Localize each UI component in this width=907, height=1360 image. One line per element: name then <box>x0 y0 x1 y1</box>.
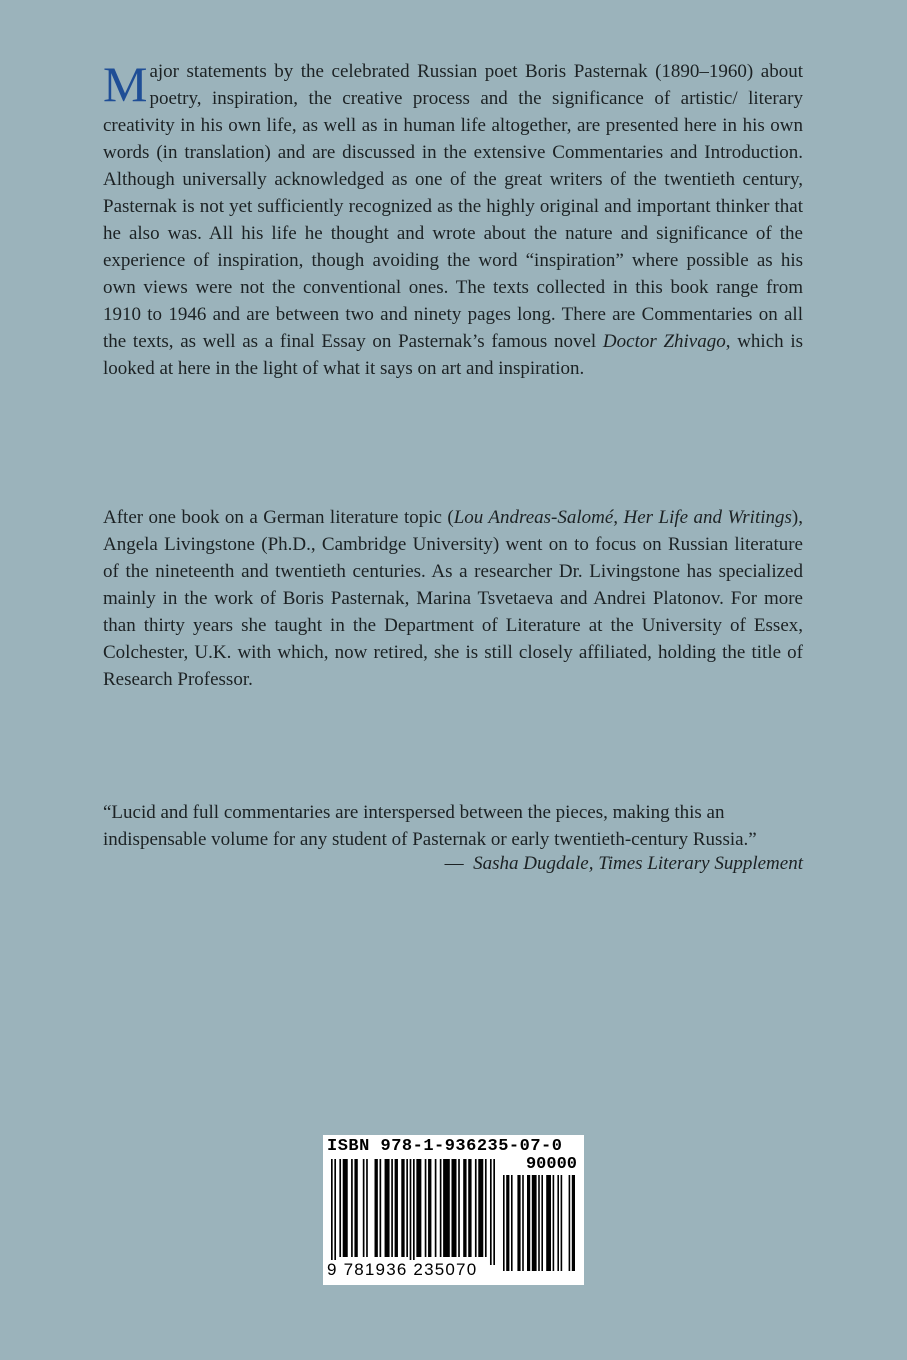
barcode-bar <box>506 1175 509 1271</box>
barcode-bar <box>416 1159 421 1257</box>
novel-title: Doctor Zhivago <box>602 331 726 352</box>
review-quote: “Lucid and full commentaries are interspersed between the pieces, making this an indispensable volume for any student of Pasternak or early twentieth-century Russia.” <box>103 802 757 850</box>
book-title: Lou Andreas-Salomé, Her Life and Writings <box>453 507 792 528</box>
barcode-bar <box>440 1159 442 1257</box>
bio-text-1: After one book on a German literature topic ( <box>103 507 454 528</box>
isbn-label: ISBN 978-1-936235-07-0 <box>327 1137 563 1156</box>
blurb-text-1: ajor statements by the celebrated Russian poet Boris Pasternak (1890–1960) about poetry, inspiration, the creative process and the significance of artistic/ literary creativity in his own life, as well as in human life altogether, are presented here in his own words (in translation) and are discussed in the extensive Commentaries and Introduction. Although universally acknowledged as one of the great writers of the twentieth century, Pasternak is not yet sufficiently recognized as the highly original and important thinker that he also was. All his life he thought and wrote about the nature and significance of the experience of inspiration, though avoiding the word “inspiration” where possible as his own views were not the conventional ones. The texts collected in this book range from 1910 to 1946 and are between two and ninety pages long. There are Commentaries on all the texts, as well as a final Essay on Pasternak’s famous novel <box>103 61 803 352</box>
ean-barcode-bars <box>331 1159 495 1265</box>
ean-digits: 9 781936 235070 <box>327 1260 478 1279</box>
addon-barcode-bars <box>503 1175 575 1279</box>
barcode-bar <box>451 1159 456 1257</box>
barcode-bar <box>546 1175 551 1271</box>
barcode-bar <box>522 1175 524 1271</box>
barcode-bar <box>343 1159 348 1257</box>
barcode-bar <box>468 1159 471 1257</box>
barcode-bar <box>413 1159 415 1265</box>
attribution-source: Sasha Dugdale, Times Literary Supplement <box>473 853 803 874</box>
barcode-bar <box>334 1159 336 1265</box>
barcode-bar <box>478 1159 483 1257</box>
barcode-bar <box>532 1175 537 1271</box>
barcode-bar <box>406 1159 408 1257</box>
barcode-bar <box>354 1159 357 1257</box>
barcode-bar <box>385 1159 390 1257</box>
barcode-bar <box>557 1175 559 1271</box>
barcode-bar <box>517 1175 520 1271</box>
barcode-bar <box>380 1159 382 1257</box>
barcode-bar <box>435 1159 437 1257</box>
barcode-bar <box>331 1159 333 1265</box>
price-code: 90000 <box>525 1155 577 1174</box>
barcode-bar <box>527 1175 530 1271</box>
barcode-bar <box>490 1159 492 1265</box>
barcode-bar <box>485 1159 487 1257</box>
barcode-bar <box>538 1175 540 1271</box>
barcode-bar <box>493 1159 495 1265</box>
barcode-bar <box>401 1159 404 1257</box>
barcode-bar <box>541 1175 543 1271</box>
barcode-bar <box>443 1159 450 1257</box>
bio-text-2: ), Angela Livingstone (Ph.D., Cambridge University) went on to focus on Russian literature of the nineteenth and twentieth centuries. As a researcher Dr. Livingstone has specialized mainly in the work of Boris Pasternak, Marina Tsvetaeva and Andrei Platonov. For more than thirty years she taught in the Department of Literature at the University of Essex, Colchester, U.K. with which, now retired, she is still closely affiliated, holding the title of Research Professor. <box>103 507 803 690</box>
attribution-dash: — <box>444 853 464 874</box>
barcode-bar <box>410 1159 412 1265</box>
barcode-bar <box>363 1159 365 1257</box>
barcode-bar <box>572 1175 575 1271</box>
barcode-bar <box>553 1175 555 1271</box>
barcode-bar <box>428 1159 431 1257</box>
barcode-bar <box>425 1159 427 1257</box>
author-bio-paragraph <box>103 504 803 693</box>
blurb-paragraph <box>103 58 803 382</box>
blurb-text-2: , which is looked at here in the light of what it says on art and inspiration. <box>103 331 803 379</box>
barcode-bar <box>503 1175 505 1271</box>
review-attribution <box>445 850 803 877</box>
barcode-bar <box>569 1175 571 1271</box>
barcode-bar <box>475 1159 477 1257</box>
barcode-bar <box>458 1159 460 1257</box>
barcode-bar <box>375 1159 378 1257</box>
barcode-bar <box>395 1159 398 1257</box>
barcode-bar <box>463 1159 466 1257</box>
barcode-bar <box>339 1159 341 1257</box>
barcode-bar <box>511 1175 513 1271</box>
barcode-bar <box>366 1159 368 1257</box>
barcode-bar <box>391 1159 393 1257</box>
barcode-bar <box>351 1159 353 1257</box>
drop-cap: M <box>103 56 148 112</box>
barcode-bar <box>561 1175 563 1271</box>
isbn-barcode <box>323 1135 584 1285</box>
